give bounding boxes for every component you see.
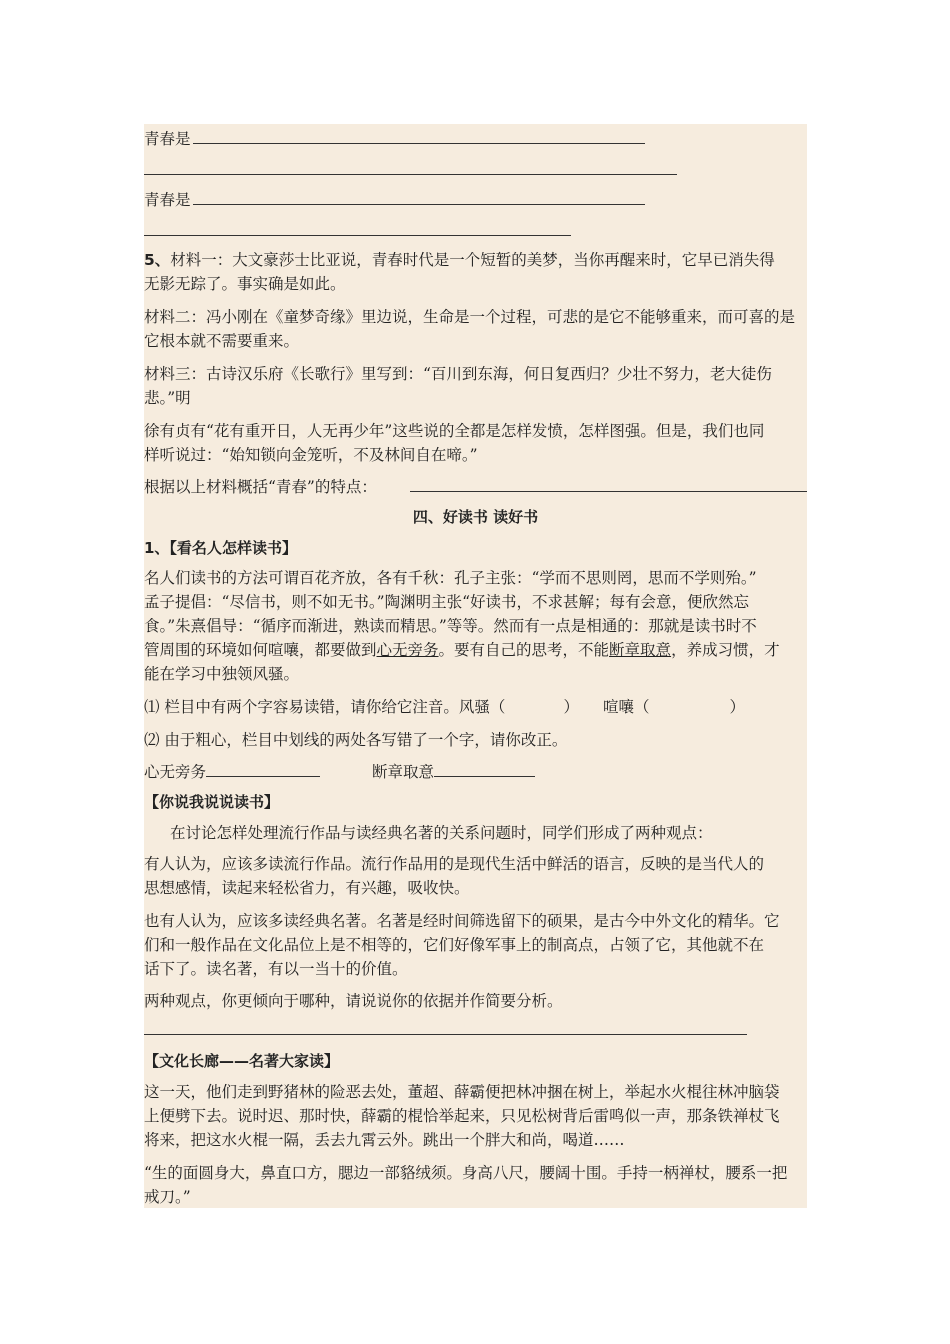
subquestion-1: ⑴ 栏目中有两个字容易读错，请你给它注音。风骚（ ） 喧嚷（ ） — [144, 698, 745, 716]
paragraph-line: 名人们读书的方法可谓百花齐放，各有千秋：孔子主张：“学而不思则罔，思而不学则殆。” — [144, 569, 757, 587]
paragraph-line: 将来，把这水火棍一隔，丢去九霄云外。跳出一个胖大和尚，喝道…… — [144, 1131, 625, 1149]
material-2-line: 它根本就不需要重来。 — [144, 332, 300, 350]
subsection-title: 【文化长廊——名著大家读】 — [144, 1052, 340, 1070]
material-3-line: 悲。”明 — [144, 389, 191, 407]
xu-quote-line: 样听说过：“始知锁向金笼听，不及林间自在啼。” — [144, 446, 478, 464]
answer-line[interactable] — [144, 1034, 747, 1035]
answer-line[interactable] — [193, 143, 645, 144]
paragraph-line: 两种观点，你更倾向于哪种，请说说你的依据并作简要分析。 — [144, 992, 563, 1010]
paragraph-line: 话下了。读名著，有以一当十的价值。 — [144, 960, 408, 978]
paragraph-line: “生的面圆身大，鼻直口方，腮边一部貉绒须。身高八尺，腰阔十围。手持一柄禅杖，腰系一把 — [144, 1164, 788, 1182]
subsection-title: 1、【看名人怎样读书】 — [144, 539, 297, 557]
q5-line: 5、材料一：大文豪莎士比亚说，青春时代是一个短暂的美梦，当你再醒来时，它早已消失得 — [144, 251, 775, 269]
subsection-title: 【你说我说说读书】 — [144, 793, 280, 811]
q5-line: 无影无踪了。事实确是如此。 — [144, 275, 346, 293]
correction-blank[interactable] — [206, 762, 320, 777]
paragraph-line: 孟子提倡：“尽信书，则不如无书。”陶渊明主张“好读书，不求甚解；每有会意，便欣然忘 — [144, 593, 750, 611]
youth-prompt-2: 青春是 — [144, 191, 191, 209]
paragraph-line: 这一天，他们走到野猪林的险恶去处，董超、薛霸便把林冲捆在树上，举起水火棍往林冲脑袋 — [144, 1083, 780, 1101]
paragraph-line: 食。”朱熹倡导：“循序而渐进，熟读而精思。”等等。然而有一点是相通的：那就是读书时不 — [144, 617, 757, 635]
paragraph-line: 也有人认为，应该多读经典名著。名著是经时间筛选留下的硕果，是古今中外文化的精华。它 — [144, 912, 780, 930]
paragraph-line: 在讨论怎样处理流行作品与读经典名著的关系问题时，同学们形成了两种观点： — [170, 824, 713, 842]
material-3-line: 材料三：古诗汉乐府《长歌行》里写到：“百川到东海，何日复西归？少壮不努力，老大徒伤 — [144, 365, 772, 383]
paragraph-line: 戒刀。” — [144, 1188, 191, 1206]
paragraph-line: 上便劈下去。说时迟、那时快，薛霸的棍恰举起来，只见松树背后雷鸣似一声，那条铁禅杖飞 — [144, 1107, 780, 1125]
answer-line[interactable] — [193, 204, 645, 205]
correction-blank[interactable] — [434, 762, 535, 777]
paragraph-line: 们和一般作品在文化品位上是不相等的，它们好像军事上的制高点，占领了它，其他就不在 — [144, 936, 765, 954]
answer-line[interactable] — [144, 174, 677, 175]
correction-row: 心无旁务 断章取意 — [144, 761, 807, 783]
youth-prompt-1: 青春是 — [144, 130, 191, 148]
material-2-line: 材料二：冯小刚在《童梦奇缘》里边说，生命是一个过程，可悲的是它不能够重来，而可喜的是 — [144, 308, 796, 326]
paragraph-line: 思想感情，读起来轻松省力，有兴趣，吸收快。 — [144, 879, 470, 897]
summary-prompt: 根据以上材料概括“青春”的特点： — [144, 478, 377, 496]
subquestion-2: ⑵ 由于粗心，栏目中划线的两处各写错了一个字，请你改正。 — [144, 731, 568, 749]
xu-quote-line: 徐有贞有“花有重开日，人无再少年”这些说的全都是怎样发愤，怎样图强。但是，我们也同 — [144, 422, 765, 440]
underlined-phrase: 心无旁务 — [376, 641, 439, 659]
underlined-phrase: 断章取意 — [609, 641, 672, 659]
answer-line[interactable] — [144, 235, 571, 236]
paragraph-line: 管周围的环境如何喧嚷，都要做到心无旁务。要有自己的思考，不能断章取意，养成习惯，才 — [144, 641, 780, 659]
paragraph-line: 能在学习中独领风骚。 — [144, 665, 300, 683]
summary-answer-line[interactable] — [410, 491, 807, 492]
paragraph-line: 有人认为，应该多读流行作品。流行作品用的是现代生活中鲜活的语言，反映的是当代人的 — [144, 855, 765, 873]
section-heading: 四、好读书 读好书 — [412, 508, 539, 526]
